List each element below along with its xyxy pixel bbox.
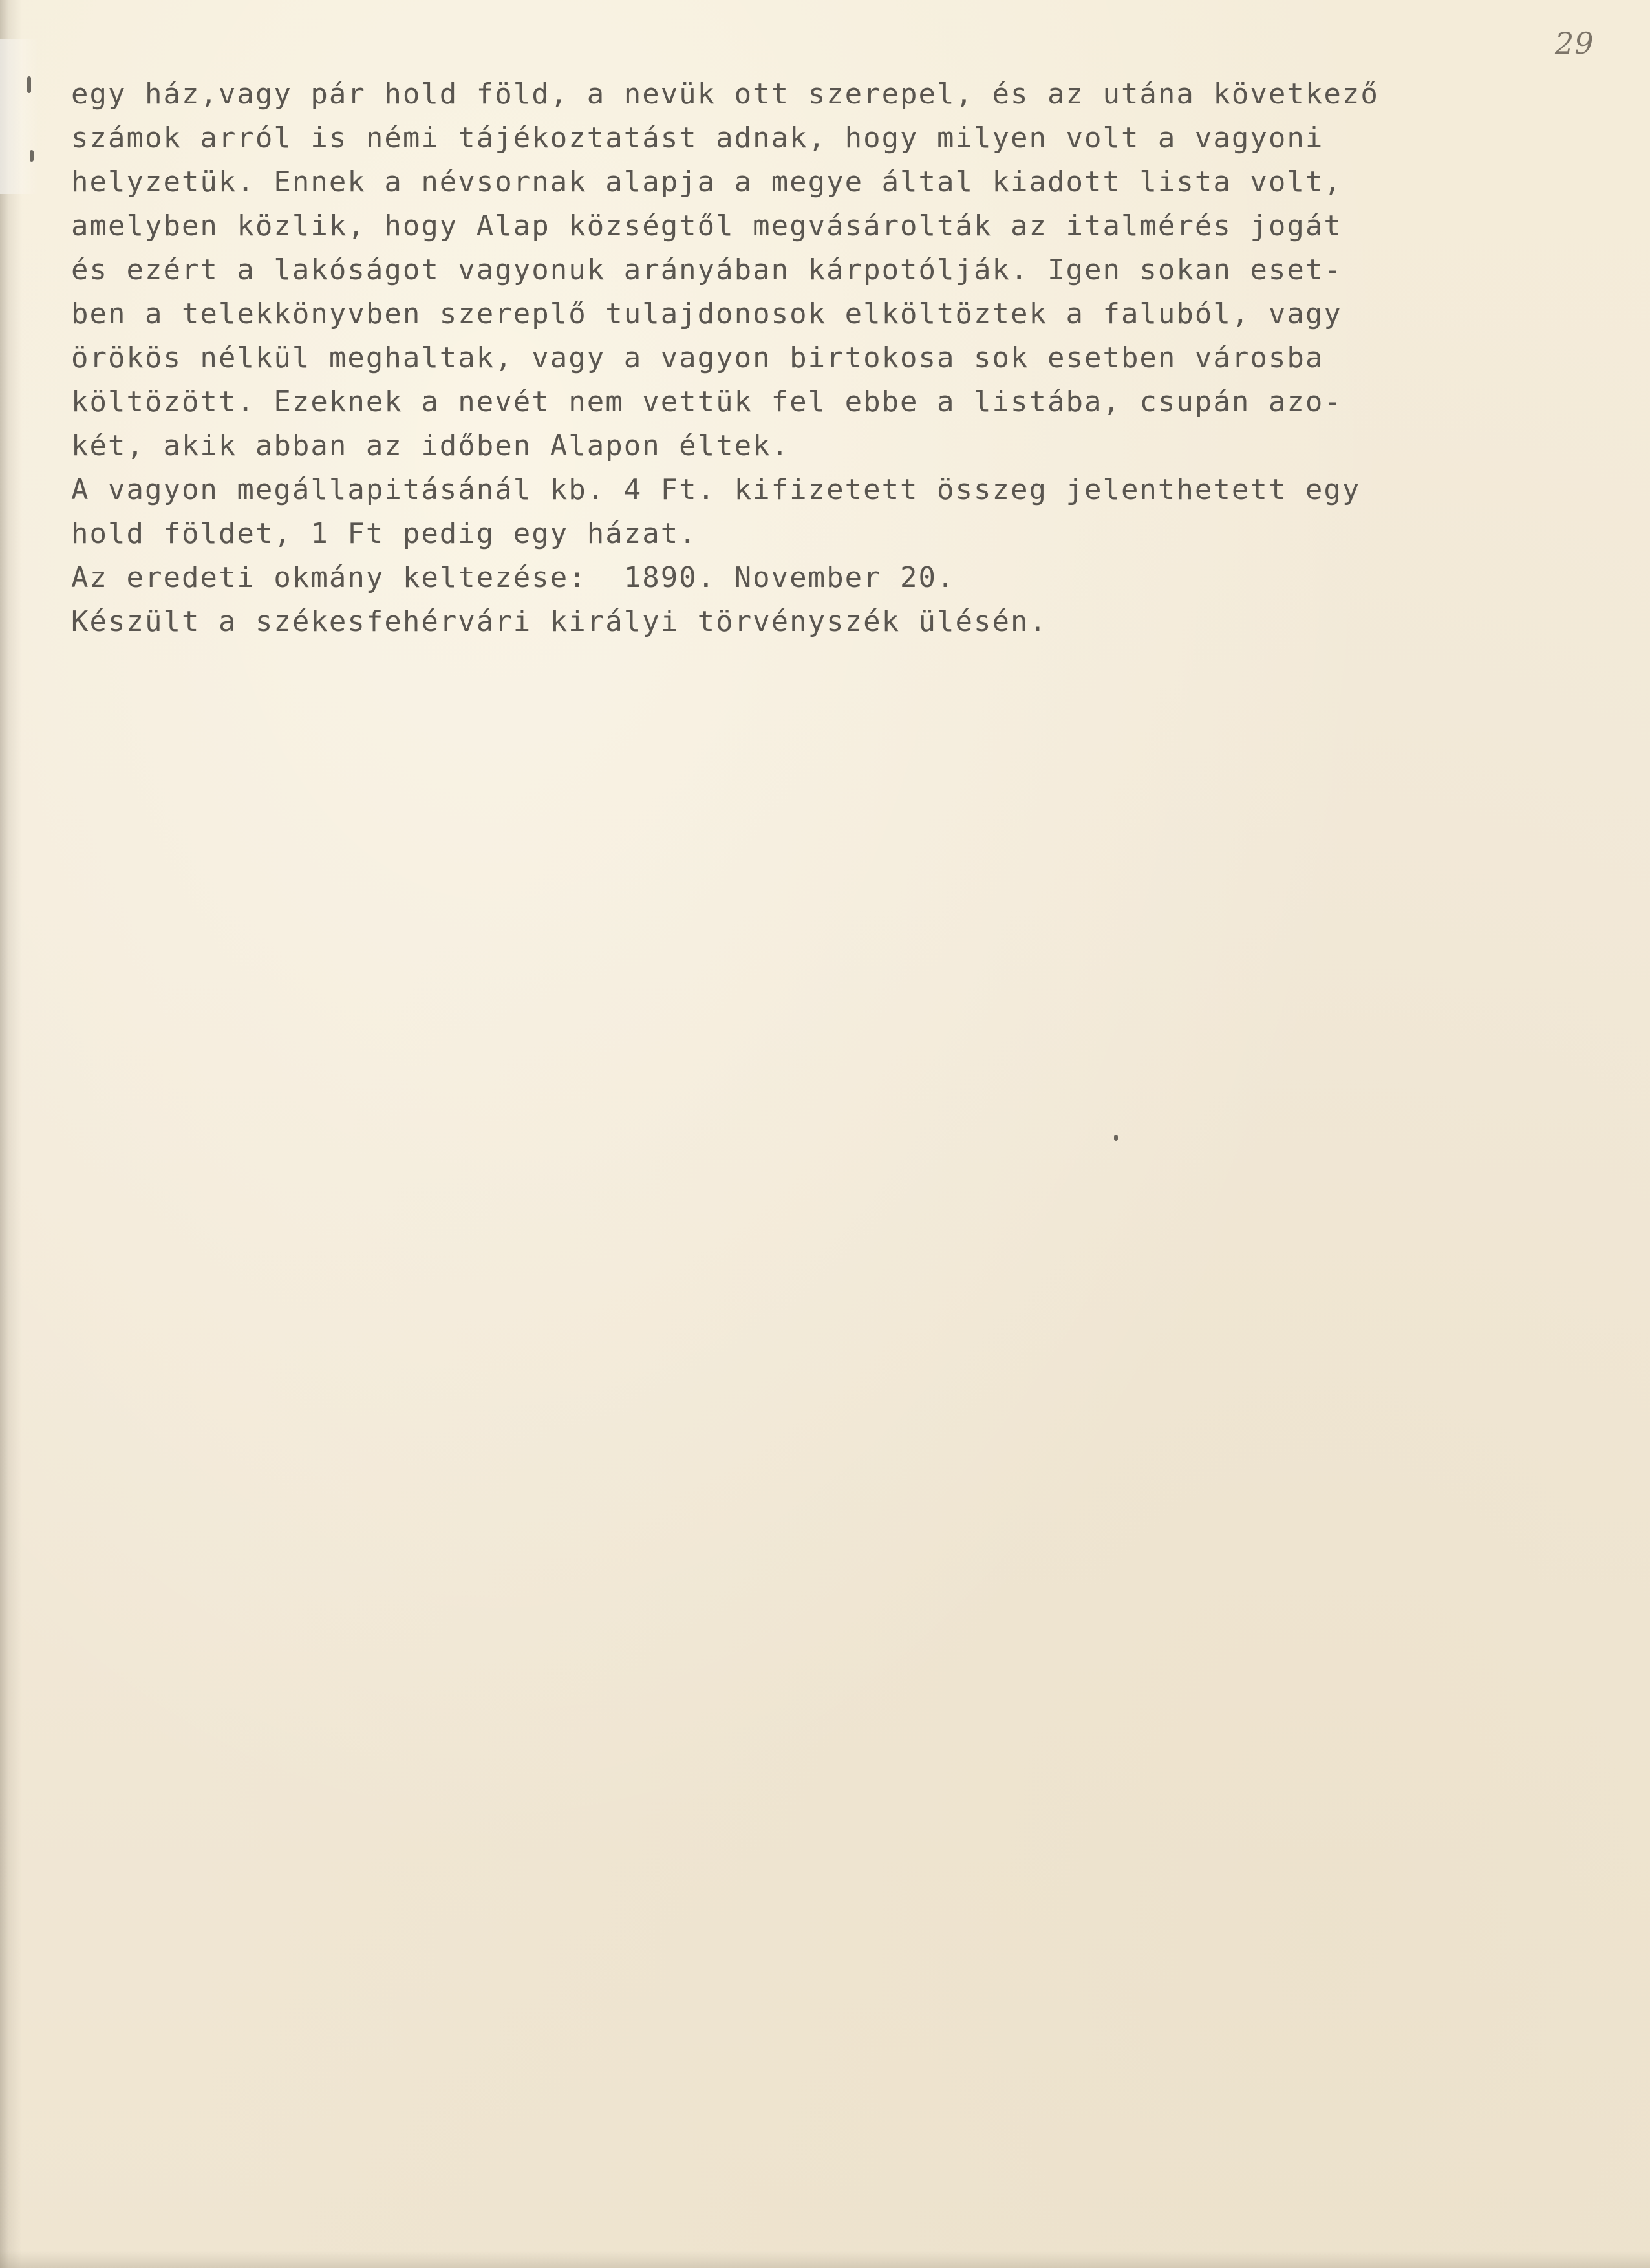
page-left-edge-wear xyxy=(0,39,39,194)
paper-speck xyxy=(1114,1135,1118,1141)
text-line: A vagyon megállapitásánál kb. 4 Ft. kifizetett összeg jelenthetett egy xyxy=(71,473,1361,506)
margin-mark-top xyxy=(27,76,31,93)
text-line: Az eredeti okmány keltezése: 1890. November 20. xyxy=(71,561,956,594)
text-line: és ezért a lakóságot vagyonuk arányában kárpotólják. Igen sokan eset- xyxy=(71,253,1342,286)
page-left-edge-shadow xyxy=(0,0,22,2268)
text-line: költözött. Ezeknek a nevét nem vettük fel ebbe a listába, csupán azo- xyxy=(71,385,1342,418)
text-line: Készült a székesfehérvári királyi törvényszék ülésén. xyxy=(71,605,1047,638)
page-bottom-shadow xyxy=(0,2251,1650,2268)
text-line: két, akik abban az időben Alapon éltek. xyxy=(71,429,790,462)
margin-mark-bottom xyxy=(30,150,34,162)
text-line: helyzetük. Ennek a névsornak alapja a megye által kiadott lista volt, xyxy=(71,166,1342,198)
handwritten-page-number: 29 xyxy=(1555,26,1594,61)
text-line: hold földet, 1 Ft pedig egy házat. xyxy=(71,517,698,550)
text-line: ben a telekkönyvben szereplő tulajdonosok elköltöztek a faluból, vagy xyxy=(71,297,1342,330)
text-line: számok arról is némi tájékoztatást adnak, hogy milyen volt a vagyoni xyxy=(71,122,1324,155)
text-line: amelyben közlik, hogy Alap községtől megvásárolták az italmérés jogát xyxy=(71,209,1342,242)
text-line: örökös nélkül meghaltak, vagy a vagyon birtokosa sok esetben városba xyxy=(71,341,1324,374)
text-line: egy ház,vagy pár hold föld, a nevük ott szerepel, és az utána következő xyxy=(71,78,1379,111)
typewritten-text-body xyxy=(71,72,1500,644)
